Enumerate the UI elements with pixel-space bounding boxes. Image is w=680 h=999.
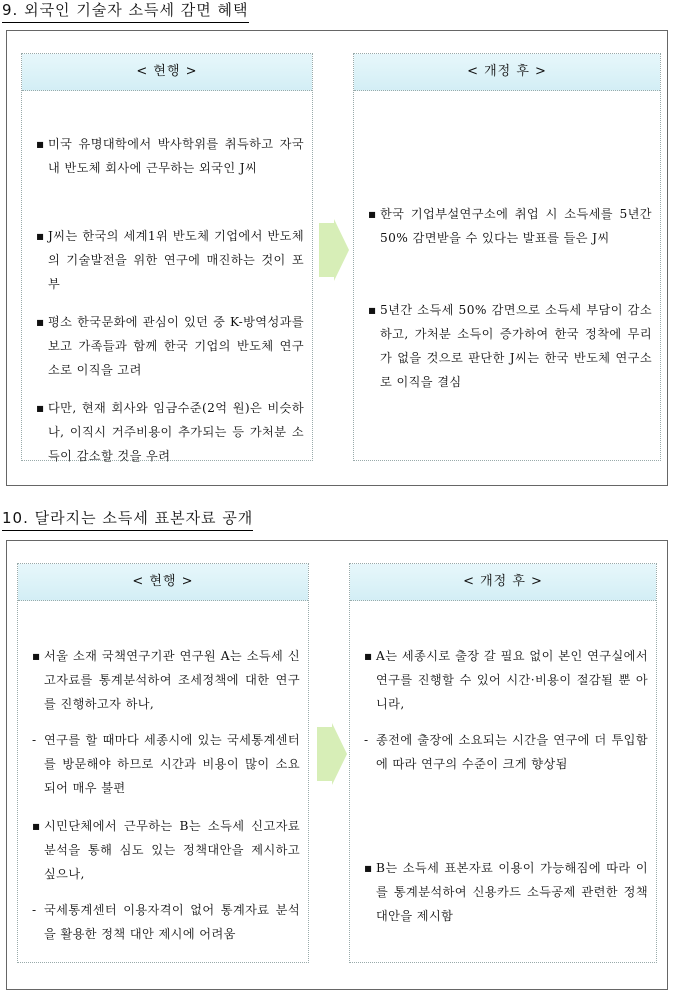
- bullet-marker: ▪: [368, 303, 377, 317]
- bullet-marker: ▪: [36, 137, 45, 151]
- list-item-text: 5년간 소득세 50% 감면으로 소득세 부담이 감소하고, 가처분 소득이 증가하여 한국 정착에 무리가 없을 것으로 판단한 J씨는 한국 반도체 연구소로 이직을 결심: [380, 303, 652, 389]
- list-item-text: 국세통계센터 이용자격이 없어 통계자료 분석을 활용한 정책 대안 제시에 어려움: [44, 903, 300, 941]
- dash-marker: -: [364, 733, 369, 747]
- list-item: [368, 202, 652, 250]
- list-item: [36, 396, 304, 468]
- list-item-text: 미국 유명대학에서 박사학위를 취득하고 자국 내 반도체 회사에 근무하는 외국인 J씨: [48, 137, 304, 175]
- bullet-marker: ▪: [36, 315, 45, 329]
- dash-marker: -: [32, 733, 37, 747]
- section-10-current-panel: [17, 563, 309, 963]
- section-9-title: 9. 외국인 기술자 소득세 감면 혜택: [2, 0, 249, 23]
- list-item-text: 평소 한국문화에 관심이 있던 중 K-방역성과를 보고 가족들과 함께 한국 기업의 반도체 연구소로 이직을 고려: [48, 315, 304, 377]
- list-item: [364, 856, 648, 928]
- list-item: [32, 644, 300, 716]
- section-10-current-header: < 현행 >: [18, 564, 308, 601]
- list-item-text: 연구를 할 때마다 세종시에 있는 국세통계센터를 방문해야 하므로 시간과 비용이 많이 소요되어 매우 불편: [44, 733, 300, 795]
- list-item-text: B는 소득세 표본자료 이용이 가능해짐에 따라 이를 통계분석하여 신용카드 소득공제 관련한 정책대안을 제시함: [376, 861, 648, 923]
- list-item-text: 시민단체에서 근무하는 B는 소득세 신고자료 분석을 통해 심도 있는 정책대안을 제시하고 싶으나,: [44, 819, 300, 881]
- list-item-text: 서울 소재 국책연구기관 연구원 A는 소득세 신고자료를 통계분석하여 조세정책에 대한 연구를 진행하고자 하나,: [44, 649, 300, 711]
- right-arrow-icon: [317, 723, 347, 785]
- list-item: [368, 298, 652, 394]
- bullet-marker: ▪: [36, 401, 45, 415]
- list-item-text: 한국 기업부설연구소에 취업 시 소득세를 5년간 50% 감면받을 수 있다는 발표를 들은 J씨: [380, 207, 652, 245]
- list-item-text: A는 세종시로 출장 갈 필요 없이 본인 연구실에서 연구를 진행할 수 있어 시간·비용이 절감될 뿐 아니라,: [376, 649, 648, 711]
- list-item: [36, 132, 304, 180]
- section-10-frame: [6, 540, 668, 990]
- section-9-revised-header: < 개정 후 >: [354, 54, 660, 91]
- list-item: [364, 644, 648, 716]
- section-9-revised-panel: [353, 53, 661, 461]
- list-item: [36, 310, 304, 382]
- list-item: [364, 728, 648, 776]
- list-item-text: 다만, 현재 회사와 임금수준(2억 원)은 비슷하나, 이직시 거주비용이 추가되는 등 가처분 소득이 감소할 것을 우려: [48, 401, 304, 463]
- bullet-marker: ▪: [364, 649, 373, 663]
- section-10-title: 10. 달라지는 소득세 표본자료 공개: [2, 508, 253, 531]
- bullet-marker: ▪: [368, 207, 377, 221]
- bullet-marker: ▪: [36, 229, 45, 243]
- list-item: [36, 224, 304, 296]
- section-9-current-header: < 현행 >: [22, 54, 312, 91]
- section-10-revised-panel: [349, 563, 657, 963]
- list-item: [32, 898, 300, 946]
- list-item: [32, 728, 300, 800]
- section-9-current-panel: [21, 53, 313, 461]
- bullet-marker: ▪: [364, 861, 373, 875]
- dash-marker: -: [32, 903, 37, 917]
- list-item-text: 종전에 출장에 소요되는 시간을 연구에 더 투입함에 따라 연구의 수준이 크게 향상됨: [376, 733, 648, 771]
- list-item-text: J씨는 한국의 세계1위 반도체 기업에서 반도체의 기술발전을 위한 연구에 매진하는 것이 포부: [48, 229, 304, 291]
- right-arrow-icon: [319, 219, 349, 281]
- bullet-marker: ▪: [32, 819, 41, 833]
- section-9-frame: [6, 30, 668, 486]
- list-item: [32, 814, 300, 886]
- section-10-revised-header: < 개정 후 >: [350, 564, 656, 601]
- bullet-marker: ▪: [32, 649, 41, 663]
